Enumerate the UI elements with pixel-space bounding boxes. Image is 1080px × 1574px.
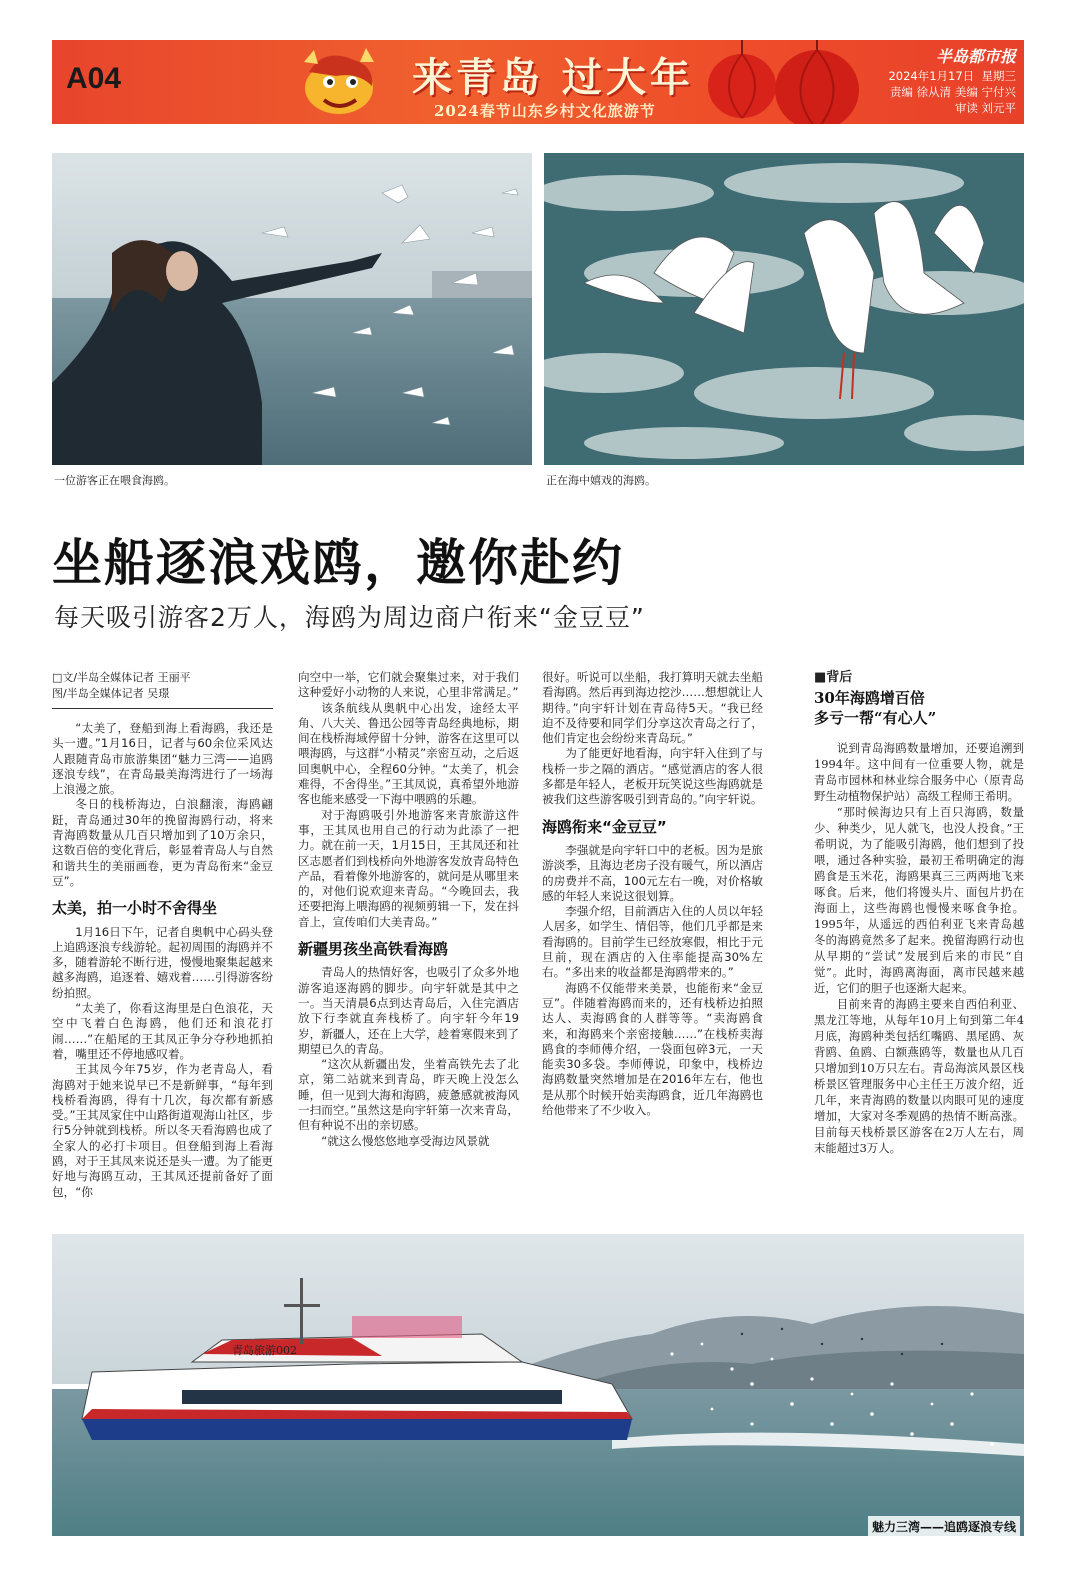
paragraph: 1月16日下午，记者自奥帆中心码头登上追鸥逐浪专线游轮。起初周围的海鸥并不多，随着游轮不断行进，慢慢地聚集起越来越多海鸥，追逐着、嬉戏着……引得游客纷纷拍照。 (52, 924, 273, 1000)
date-text: 2024年1月17日 (888, 69, 975, 83)
paragraph: 为了能更好地看海，向宇轩入住到了与栈桥一步之隔的酒店。“感觉酒店的客人很多都是年轻人，老板开玩笑说这些海鸥就是被我们这些游客吸引到青岛的。”向宇轩说。 (542, 746, 763, 807)
article-column-1 (52, 670, 273, 1200)
photo-caption-right: 正在海中嬉戏的海鸥。 (546, 474, 656, 487)
photo-caption-left: 一位游客正在喂食海鸥。 (54, 474, 175, 487)
photo-gulls-in-sea (544, 153, 1024, 465)
photo-cruise-ship (52, 1234, 1024, 1536)
paragraph: 海鸥不仅能带来美景，也能衔来“金豆豆”。伴随着海鸥而来的，还有栈桥边拍照达人、卖海鸥食的人群等等。“卖海鸥食来，和海鸥来个亲密接触……”在栈桥卖海鸥食的李师傅介绍，一袋面包碎3元，一天能卖30多袋。李师傅说，印象中，栈桥边海鸥数量突然增加是在2016年左右，他也是从那个时候开始卖海鸥食，近几年海鸥也给他带来了不少收入。 (542, 980, 763, 1118)
section-heading: 海鸥衔来“金豆豆” (542, 817, 667, 836)
sidebar-column (814, 670, 1024, 1156)
byline-photo: 图/半岛全媒体记者 吴璟 (52, 687, 170, 700)
sidebar-heading-line-1: 30年海鸥增百倍 (814, 689, 925, 707)
article-column-3 (542, 670, 763, 1118)
article-headline: 坐船逐浪戏鸥，邀你赴约 (52, 534, 624, 592)
paragraph: 冬日的栈桥海边，白浪翻滚，海鸥翩跹，青岛通过30年的挽留海鸥行动，将来青海鸥数量从几百只增加到了10万余只，这数百倍的变化背后，彰显着青岛人与自然和谐共生的美丽画卷，更为青岛衔来“金豆豆”。 (52, 797, 273, 888)
paragraph: 李强就是向宇轩口中的老板。因为是旅游淡季，且海边老房子没有暖气，所以酒店的房费并不高，100元左右一晚，对价格敏感的年轻人来说这很划算。 (542, 842, 763, 903)
paragraph: “太美了，你看这海里是白色浪花，天空中飞着白色海鸥，他们还和浪花打闹……”在船尾的王其凤正争分夺秒地抓拍着，嘴里还不停地感叹着。 (52, 1001, 273, 1061)
reviewer-line: 审读 刘元平 (954, 101, 1016, 115)
banner-slogan: 来青岛 过大年 (412, 54, 694, 101)
paragraph: 王其凤今年75岁，作为老青岛人，看海鸥对于她来说早已不是新鲜事，“每年到栈桥看海鸥，得有十几次，每次都有新感受。”王其凤家住中山路街道观海山社区，步行5分钟就到栈桥。所以冬天看海鸥也成了全家人的必打卡项目。但登船到海上看海鸥，对于王其凤来说还是头一遭。为了能更好地与海鸥互动，王其凤还提前备好了面包，“你 (52, 1062, 273, 1199)
article-subheadline: 每天吸引游客2万人，海鸥为周边商户衔来“金豆豆” (54, 603, 645, 632)
byline-divider (52, 708, 273, 709)
paragraph: 说到青岛海鸥数量增加，还要追溯到1994年。这中间有一位重要人物，就是青岛市园林和林业综合服务中心（原青岛野生动植物保护站）高级工程师王希明。 (814, 741, 1024, 803)
lantern-icon (702, 40, 782, 124)
header-banner (52, 40, 1024, 124)
paragraph: 很好。听说可以坐船，我打算明天就去坐船看海鸥。然后再到海边挖沙……想想就让人期待。”向宇轩计划在青岛待5天。“我已经迫不及待要和同学们分享这次青岛之行了，他们肯定也会纷纷来青岛玩。” (542, 670, 763, 746)
photo-caption-bottom: 魅力三湾——追鸥逐浪专线 (868, 1516, 1020, 1537)
section-heading: 太美，拍一小时不舍得坐 (52, 899, 218, 918)
sidebar-heading-line-2: 多亏一帮“有心人” (814, 709, 937, 727)
masthead-logo: 半岛都市报 (935, 47, 1016, 66)
paragraph: “太美了，登船到海上看海鸥，我还是头一遭。”1月16日，记者与60余位采风达人跟随青岛市旅游集团“魅力三湾——追鸥逐浪专线”，在青岛最美海湾进行了一场海上浪漫之旅。 (52, 721, 273, 797)
lantern-icon (772, 40, 862, 124)
paragraph: “就这么慢悠悠地享受海边风景就 (321, 1133, 490, 1148)
editor-line: 责编 徐从清 美编 宁付兴 (890, 85, 1016, 99)
weekday-text: 星期三 (981, 69, 1016, 83)
photo-tourist-feeding-gulls (52, 153, 532, 465)
paragraph: 该条航线从奥帆中心出发，途经太平角、八大关、鲁迅公园等青岛经典地标，期间在栈桥海域停留十分钟，游客在这里可以喂海鸥，与这群“小精灵”亲密互动，之后返回奥帆中心，全程60分钟。“太美了，机会难得，不舍得坐。”王其凤说，真希望外地游客也能来感受一下海中喂鸥的乐趣。 (298, 700, 519, 807)
section-heading: 新疆男孩坐高铁看海鸥 (298, 940, 449, 959)
banner-subslogan: 2024春节山东乡村文化旅游节 (434, 102, 656, 120)
paragraph: 目前来青的海鸥主要来自西伯利亚、黑龙江等地，从每年10月上旬到第二年4月底，海鸥种类包括红嘴鸥、黑尾鸥、灰背鸥、鱼鸥、白额燕鸥等，数量也从几百只增加到10万只左右。青岛海滨风景区栈桥景区管理服务中心主任王万波介绍，近几年，来青海鸥的数量以肉眼可见的速度增加，大家对冬季观鸥的热情不断高涨。目前每天栈桥景区游客在2万人左右，周末能超过3万人。 (814, 997, 1024, 1155)
paragraph: 李强介绍，目前酒店入住的人员以年轻人居多，如学生、情侣等，他们几乎都是来看海鸥的。目前学生已经放寒假，相比于元旦前，现在酒店的入住率能提高30%左右。“多出来的收益都是海鸥带来的。” (542, 904, 763, 980)
article-column-2 (298, 670, 519, 1149)
sidebar-tag: ■背后 (814, 670, 853, 685)
page-meta (856, 68, 1016, 116)
paragraph: “这次从新疆出发，坐着高铁先去了北京，第二站就来到青岛，昨天晚上没怎么睡，但一见到大海和海鸥，疲惫感就被海风一扫而空。”虽然这是向宇轩第一次来青岛，但有种说不出的亲切感。 (298, 1057, 519, 1133)
ship-name: 青岛旅游002 (232, 1344, 297, 1357)
paragraph: 青岛人的热情好客，也吸引了众多外地游客追逐海鸥的脚步。向宇轩就是其中之一。当天清晨6点到达青岛后，入住完酒店放下行李就直奔栈桥了。向宇轩今年19岁，新疆人，还在上大学，趁着寒假来到了期望已久的青岛。 (298, 965, 519, 1056)
paragraph: 对于海鸥吸引外地游客来青旅游这件事，王其凤也用自己的行动为此添了一把力。就在前一天，1月15日，王其凤还和社区志愿者们到栈桥向外地游客发放青岛特色产品，看着像外地游客的，就问是从哪里来的，对他们说欢迎来青岛。“今晚回去，我还要把海上喂海鸥的视频剪辑一下，发在抖音上，宣传咱们大美青岛。” (298, 807, 519, 929)
byline-text: □文/半岛全媒体记者 王丽平 (52, 671, 191, 684)
page-number: A04 (66, 62, 122, 95)
sidebar-heading (814, 688, 1024, 728)
paragraph: “那时候海边只有上百只海鸥，数量少、种类少，见人就飞，也没人投食。”王希明说，为了能吸引海鸥，他们想到了投喂，通过各种实验，最初王希明确定的海鸥食是玉米花，海鸥果真三三两两地飞来啄食。后来，他们将馒头片、面包片扔在海面上，这些海鸥也慢慢来啄食争抢。1995年，从遥远的西伯利亚飞来青岛越冬的海鸥竟然多了起来。挽留海鸥行动也从早期的“尝试”发展到后来的市民“自觉”。此时，海鸥离海面，离市民越来越近，它们的胆子也逐渐大起来。 (814, 805, 1024, 995)
dragon-icon (284, 42, 394, 122)
paragraph: 向空中一举，它们就会聚集过来，对于我们这种爱好小动物的人来说，心里非常满足。” (298, 670, 519, 700)
